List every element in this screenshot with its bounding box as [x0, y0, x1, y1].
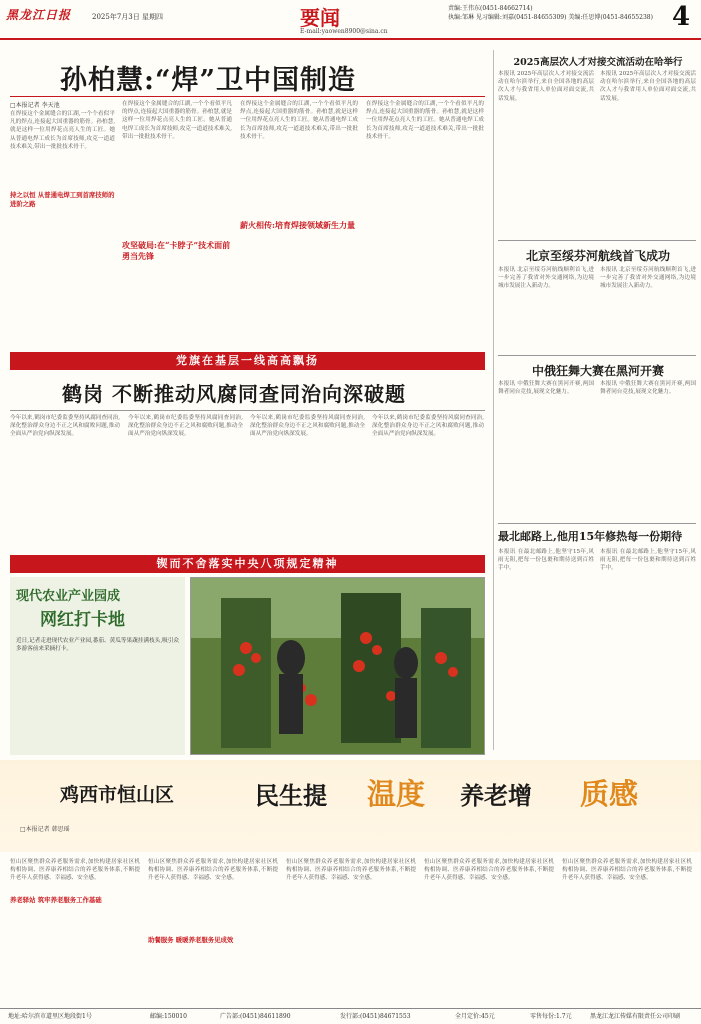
footer-print: 零售每份:1.7元: [530, 1013, 572, 1020]
agri-headline: 网红打卡地: [40, 610, 125, 630]
story1-headline: 孙柏慧:“焊”卫中国制造: [60, 65, 357, 96]
agri-body: 近日,记者走进现代农业产业园,番茄、黄瓜等果蔬挂满枝头,吸引众多游客前来采摘打卡。: [16, 638, 179, 653]
issue-date: 2025年7月3日 星期四: [92, 13, 163, 21]
story2-column-2: 今年以来,鹤岗市纪委监委坚持风腐同查同治,深化整治群众身边不正之风和腐败问题,推动全面从严治党向纵深发展。: [128, 415, 243, 438]
party-banner: 党旗在基层一线高高飘扬: [10, 352, 485, 370]
footer-address: 地址:哈尔滨市道里区地段街1号: [8, 1013, 92, 1020]
story4-headline-e: 质感: [580, 777, 639, 811]
section-title: 要闻: [300, 6, 340, 30]
dance-column-2: 本报讯 中俄狂舞大赛在黑河开赛,两国舞者同台竞技,展现文化魅力。: [600, 381, 696, 396]
story4-column-5: 恒山区聚焦群众养老服务需求,加快构建居家社区机构相协调、医养康养相结合的养老服务体系,不断提升老年人获得感、幸福感、安全感。: [562, 859, 692, 882]
divider: [498, 355, 696, 356]
divider: [10, 96, 485, 97]
agri-tag: 现代农业产业园成: [16, 589, 121, 604]
story4-column-4: 恒山区聚焦群众养老服务需求,加快构建居家社区机构相协调、医养康养相结合的养老服务体系,不断提升老年人获得感、幸福感、安全感。: [424, 859, 554, 882]
story4-headline-d: 养老增: [460, 781, 532, 810]
story1-column-1: 在焊接这个金属缝合的江湖,一个个看似平凡的焊点,连接起大国重器的筋骨。孙柏慧,就是这样一位用焊花点亮人生的工匠。她从普通电焊工成长为首席技师,攻克一道道技术难关,带出一批批技术骨干。: [10, 111, 115, 150]
masthead: [0, 0, 701, 40]
talent-column-2: 本报讯 2025年高层次人才对接交流活动在哈尔滨举行,来自全国各地的高层次人才与我省用人单位面对面交流,共话发展。: [600, 71, 696, 102]
story2-column-3: 今年以来,鹤岗市纪委监委坚持风腐同查同治,深化整治群众身边不正之风和腐败问题,推动全面从严治党向纵深发展。: [250, 415, 365, 438]
regulation-banner: 锲而不舍落实中央八项规定精神: [10, 555, 485, 573]
greenhouse-photo: [190, 577, 485, 755]
dance-headline: 中俄狂舞大赛在黑河开赛: [531, 364, 664, 378]
divider: [10, 410, 485, 411]
story4-headline-c: 温度: [367, 777, 426, 811]
editor-contact: 责编:王伟东(0451-84662714) 执编:邹琳 见习编辑:刘嘉(0451-84655309) 美编:任思博(0451-84655238): [448, 5, 653, 21]
dance-column-1: 本报讯 中俄狂舞大赛在黑河开赛,两国舞者同台竞技,展现文化魅力。: [498, 381, 594, 396]
flight-column-1: 本报讯 北京至绥芬河航线顺利首飞,进一步完善了我省对外交通网络,为边境城市发展注入新动力。: [498, 267, 594, 290]
story1-subhead-2: 攻坚破局:在“卡脖子”技术面前勇当先锋: [122, 240, 231, 261]
greenhouse-tomato-image: [191, 578, 485, 755]
column-divider: [493, 50, 494, 750]
story4-subhead-2: 助餐服务 暖暖养老服务见成效: [148, 936, 234, 944]
story1-column-4: 在焊接这个金属缝合的江湖,一个个看似平凡的焊点,连接起大国重器的筋骨。孙柏慧,就是这样一位用焊花点亮人生的工匠。她从普通电焊工成长为首席技师,攻克一道道技术难关,带出一批批技术骨干。: [366, 101, 484, 140]
story1-subhead-3: 薪火相传:培育焊接领域新生力量: [240, 220, 355, 230]
story2-column-4: 今年以来,鹤岗市纪委监委坚持风腐同查同治,深化整治群众身边不正之风和腐败问题,推动全面从严治党向纵深发展。: [372, 415, 484, 438]
postman-column-1: 本报讯 在最北邮路上,他坚守15年,风雨无阻,把每一份包裹和期待送到百姓手中。: [498, 549, 594, 572]
story4-column-3: 恒山区聚焦群众养老服务需求,加快构建居家社区机构相协调、医养康养相结合的养老服务体系,不断提升老年人获得感、幸福感、安全感。: [286, 859, 416, 882]
talent-headline: 2025高层次人才对接交流活动在哈举行: [513, 57, 683, 68]
section-email: E-mail:yaowen8900@sina.cn: [300, 28, 388, 35]
page-number: 4: [672, 2, 691, 32]
newspaper-logo: 黑龙江日报: [6, 8, 72, 22]
story1-column-3: 在焊接这个金属缝合的江湖,一个个看似平凡的焊点,连接起大国重器的筋骨。孙柏慧,就是这样一位用焊花点亮人生的工匠。她从普通电焊工成长为首席技师,攻克一道道技术难关,带出一批批技术骨干。: [240, 101, 358, 140]
postman-column-2: 本报讯 在最北邮路上,他坚守15年,风雨无阻,把每一份包裹和期待送到百姓手中。: [600, 549, 696, 572]
talent-column-1: 本报讯 2025年高层次人才对接交流活动在哈尔滨举行,来自全国各地的高层次人才与我省用人单位面对面交流,共话发展。: [498, 71, 594, 102]
story1-subhead-1: 持之以恒 从普通电焊工到首席技师的进阶之路: [10, 191, 115, 208]
story1-column-2: 在焊接这个金属缝合的江湖,一个个看似平凡的焊点,连接起大国重器的筋骨。孙柏慧,就是这样一位用焊花点亮人生的工匠。她从普通电焊工成长为首席技师,攻克一道道技术难关,带出一批批技术骨干。: [122, 101, 232, 140]
footer-price: 全月定价:45元: [455, 1013, 495, 1020]
elderly-care-banner: [0, 760, 701, 852]
story2-column-1: 今年以来,鹤岗市纪委监委坚持风腐同查同治,深化整治群众身边不正之风和腐败问题,推动全面从严治党向纵深发展。: [10, 415, 120, 438]
flight-headline: 北京至绥芬河航线首飞成功: [525, 249, 670, 263]
footer-printer: 黑龙江龙江传媒有限责任公司印刷: [590, 1013, 681, 1020]
postman-headline: 最北邮路上,他用15年修热每一份期待: [498, 530, 683, 543]
divider: [498, 523, 696, 524]
footer-ad: 广告部:(0451)84611890: [220, 1013, 291, 1020]
story4-headline-a: 鸡西市恒山区: [60, 784, 175, 806]
divider: [498, 240, 696, 241]
flight-column-2: 本报讯 北京至绥芬河航线顺利首飞,进一步完善了我省对外交通网络,为边境城市发展注入新动力。: [600, 267, 696, 290]
agri-story-box: [10, 577, 185, 755]
footer-issue: 发行部:(0451)84671553: [340, 1013, 411, 1020]
footer-postcode: 邮编:150010: [150, 1013, 187, 1020]
footer: [0, 1008, 701, 1024]
story4-byline: □本报记者 韩思瑶: [20, 826, 70, 833]
story4-headline-b: 民生提: [255, 781, 327, 810]
story4-column-1: 恒山区聚焦群众养老服务需求,加快构建居家社区机构相协调、医养康养相结合的养老服务体系,不断提升老年人获得感、幸福感、安全感。: [10, 859, 140, 882]
story1-byline: □本报记者 李天池: [10, 102, 60, 109]
story2-headline: 鹤岗 不断推动风腐同查同治向深破题: [62, 382, 406, 406]
story4-column-2: 恒山区聚焦群众养老服务需求,加快构建居家社区机构相协调、医养康养相结合的养老服务体系,不断提升老年人获得感、幸福感、安全感。: [148, 859, 278, 882]
story4-subhead-1: 养老驿站 筑牢养老服务工作基础: [10, 896, 102, 904]
